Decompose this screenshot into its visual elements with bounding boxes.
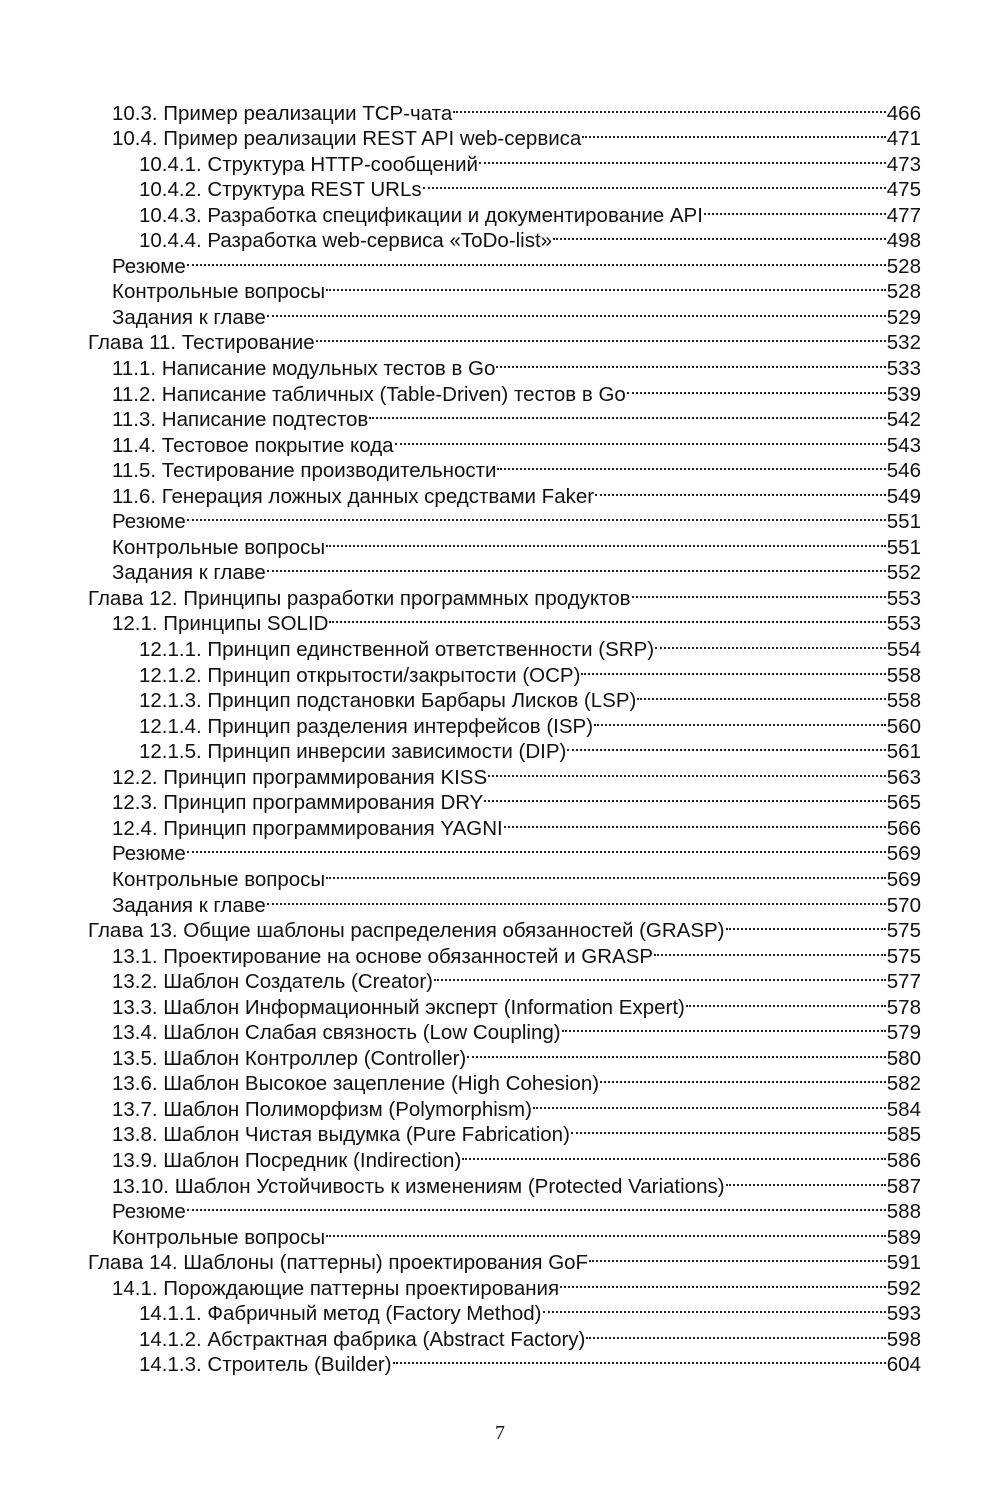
toc-entry-title: 11.4. Тестовое покрытие кода: [112, 433, 394, 457]
dot-leader: [329, 605, 885, 631]
toc-entry-title: 10.4. Пример реализации REST API web-сервиса: [112, 127, 582, 151]
toc-entry-title: 12.1.2. Принцип открытости/закрытости (OCP): [139, 663, 581, 687]
toc-entry-page: 563: [886, 765, 921, 789]
toc-entry-page: 528: [886, 254, 921, 278]
toc-entry-page: 566: [886, 816, 921, 840]
toc-section-entry: [0, 758, 1000, 789]
toc-section-entry: [0, 349, 1000, 381]
toc-entry-title: 12.3. Принцип программирования DRY: [112, 791, 484, 815]
toc-section-entry: [0, 835, 1000, 866]
toc-section-entry: [0, 477, 1000, 508]
dot-leader: [655, 630, 886, 656]
toc-entry-title: 12.2. Принцип программирования KISS: [112, 765, 488, 789]
dot-leader: [594, 707, 886, 733]
toc-section-entry: [0, 1116, 1000, 1147]
toc-section-entry: [0, 1090, 1000, 1121]
toc-entry-page: 549: [886, 484, 921, 508]
page-number: 7: [495, 1422, 505, 1444]
toc-entry-title: Резюме: [112, 1200, 186, 1224]
toc-entry-title: 14.1.3. Строитель (Builder): [139, 1353, 392, 1377]
toc-subsection-entry: [0, 145, 1000, 176]
toc-entry-title: 10.4.3. Разработка спецификации и документирование API: [139, 203, 703, 227]
toc-entry-title: 10.4.1. Структура HTTP-сообщений: [139, 152, 478, 176]
toc-entry-title: 13.8. Шаблон Чистая выдумка (Pure Fabrication): [112, 1123, 570, 1147]
dot-leader: [533, 1090, 886, 1116]
dot-leader: [567, 733, 885, 759]
toc-entry-title: Задания к главе: [112, 561, 266, 585]
dot-leader: [393, 1346, 886, 1372]
dot-leader: [704, 196, 886, 222]
table-of-contents: [0, 94, 1000, 1377]
toc-section-entry: [0, 1141, 1000, 1172]
dot-leader: [488, 758, 886, 784]
toc-section-entry: [0, 860, 1000, 891]
toc-section-entry: [0, 273, 1000, 304]
dot-leader: [267, 886, 886, 912]
dot-leader: [632, 579, 886, 605]
toc-entry-title: 13.6. Шаблон Высокое зацепление (High Cohesion): [112, 1072, 600, 1096]
toc-entry-title: 11.2. Написание табличных (Table-Driven) тестов в Go: [112, 382, 626, 406]
toc-entry-page: 539: [886, 382, 921, 406]
toc-chapter-entry: [0, 912, 1000, 943]
dot-leader: [462, 1141, 886, 1167]
toc-entry-page: 575: [886, 919, 921, 943]
toc-subsection-entry: [0, 1295, 1000, 1326]
toc-entry-page: 551: [886, 535, 921, 559]
dot-leader: [434, 963, 886, 989]
dot-leader: [187, 247, 886, 273]
toc-entry-page: 542: [886, 408, 921, 432]
dot-leader: [267, 554, 886, 580]
toc-section-entry: [0, 426, 1000, 457]
dot-leader: [571, 1116, 886, 1142]
toc-section-entry: [0, 503, 1000, 534]
toc-entry-title: 12.1.3. Принцип подстановки Барбары Лисков (LSP): [139, 689, 637, 713]
toc-entry-page: 589: [886, 1225, 921, 1249]
toc-entry-title: 11.1. Написание модульных тестов в Go: [112, 357, 496, 381]
toc-section-entry: [0, 1193, 1000, 1224]
toc-section-entry: [0, 886, 1000, 917]
toc-entry-page: 586: [886, 1148, 921, 1172]
toc-entry-title: Глава 11. Тестирование: [88, 331, 315, 355]
toc-entry-page: 477: [886, 203, 921, 227]
toc-entry-title: 13.10. Шаблон Устойчивость к изменениям (Protected Variations): [112, 1174, 725, 1198]
toc-subsection-entry: [0, 1346, 1000, 1377]
toc-entry-title: 13.9. Шаблон Посредник (Indirection): [112, 1148, 462, 1172]
toc-entry-title: 11.3. Написание подтестов: [112, 408, 369, 432]
toc-section-entry: [0, 809, 1000, 840]
dot-leader: [484, 784, 885, 810]
dot-leader: [543, 1295, 886, 1321]
toc-subsection-entry: [0, 733, 1000, 764]
toc-entry-page: 553: [886, 586, 921, 610]
toc-entry-title: Контрольные вопросы: [112, 535, 326, 559]
dot-leader: [479, 145, 886, 171]
dot-leader: [600, 1065, 886, 1091]
toc-entry-page: 546: [886, 459, 921, 483]
toc-entry-title: 10.3. Пример реализации TCP-чата: [112, 101, 453, 125]
toc-entry-title: Задания к главе: [112, 305, 266, 329]
toc-entry-title: Контрольные вопросы: [112, 1225, 326, 1249]
toc-entry-page: 591: [886, 1251, 921, 1275]
toc-entry-page: 532: [886, 331, 921, 355]
dot-leader: [369, 401, 885, 427]
toc-entry-title: 11.5. Тестирование производительности: [112, 459, 497, 483]
toc-entry-page: 561: [886, 740, 921, 764]
toc-subsection-entry: [0, 707, 1000, 738]
dot-leader: [504, 809, 886, 835]
toc-entry-page: 565: [886, 791, 921, 815]
toc-entry-page: 533: [886, 357, 921, 381]
toc-entry-page: 604: [886, 1353, 921, 1377]
toc-section-entry: [0, 401, 1000, 432]
toc-entry-page: 585: [886, 1123, 921, 1147]
toc-entry-title: Резюме: [112, 254, 186, 278]
toc-entry-title: 14.1. Порождающие паттерны проектирования: [112, 1276, 560, 1300]
toc-entry-title: 14.1.2. Абстрактная фабрика (Abstract Factory): [139, 1327, 586, 1351]
toc-entry-page: 569: [886, 867, 921, 891]
toc-entry-title: Задания к главе: [112, 893, 266, 917]
toc-entry-title: 12.1.5. Принцип инверсии зависимости (DIP): [139, 740, 567, 764]
toc-section-entry: [0, 1039, 1000, 1070]
toc-entry-page: 466: [886, 101, 921, 125]
dot-leader: [326, 1218, 886, 1244]
toc-entry-page: 473: [886, 152, 921, 176]
dot-leader: [637, 682, 885, 708]
toc-entry-title: 12.1.1. Принцип единственной ответственности (SRP): [139, 638, 655, 662]
toc-entry-page: 498: [886, 229, 921, 253]
toc-entry-page: 543: [886, 433, 921, 457]
toc-entry-page: 569: [886, 842, 921, 866]
toc-subsection-entry: [0, 171, 1000, 202]
dot-leader: [326, 528, 886, 554]
dot-leader: [423, 171, 886, 197]
toc-subsection-entry: [0, 656, 1000, 687]
toc-section-entry: [0, 298, 1000, 329]
toc-entry-title: 12.1. Принципы SOLID: [112, 612, 329, 636]
toc-subsection-entry: [0, 222, 1000, 253]
toc-entry-title: 11.6. Генерация ложных данных средствами Faker: [112, 484, 595, 508]
dot-leader: [187, 503, 886, 529]
toc-entry-page: 551: [886, 510, 921, 534]
toc-section-entry: [0, 988, 1000, 1019]
toc-section-entry: [0, 1167, 1000, 1198]
dot-leader: [589, 1244, 886, 1270]
dot-leader: [496, 349, 885, 375]
toc-section-entry: [0, 1014, 1000, 1045]
toc-entry-title: 13.4. Шаблон Слабая связность (Low Coupling): [112, 1021, 561, 1045]
toc-entry-page: 582: [886, 1072, 921, 1096]
toc-entry-title: 12.1.4. Принцип разделения интерфейсов (ISP): [139, 714, 594, 738]
toc-section-entry: [0, 452, 1000, 483]
toc-entry-page: 584: [886, 1097, 921, 1121]
toc-entry-page: 578: [886, 995, 921, 1019]
toc-entry-title: 13.2. Шаблон Создатель (Creator): [112, 970, 433, 994]
toc-chapter-entry: [0, 1244, 1000, 1275]
dot-leader: [686, 988, 886, 1014]
toc-entry-page: 588: [886, 1200, 921, 1224]
toc-entry-title: Резюме: [112, 842, 186, 866]
toc-entry-title: 13.7. Шаблон Полиморфизм (Polymorphism): [112, 1097, 532, 1121]
dot-leader: [726, 912, 886, 938]
toc-entry-title: Глава 14. Шаблоны (паттерны) проектирования GoF: [88, 1251, 589, 1275]
toc-entry-title: 13.5. Шаблон Контроллер (Controller): [112, 1046, 467, 1070]
dot-leader: [187, 1193, 886, 1219]
dot-leader: [453, 94, 886, 120]
toc-section-entry: [0, 963, 1000, 994]
toc-section-entry: [0, 937, 1000, 968]
toc-entry-title: Резюме: [112, 510, 186, 534]
dot-leader: [326, 273, 886, 299]
dot-leader: [654, 937, 886, 963]
dot-leader: [497, 452, 885, 478]
toc-entry-page: 570: [886, 893, 921, 917]
toc-entry-page: 587: [886, 1174, 921, 1198]
dot-leader: [267, 298, 886, 324]
toc-section-entry: [0, 94, 1000, 125]
toc-entry-page: 560: [886, 714, 921, 738]
toc-section-entry: [0, 554, 1000, 585]
toc-entry-page: 558: [886, 663, 921, 687]
toc-section-entry: [0, 528, 1000, 559]
dot-leader: [581, 656, 885, 682]
toc-entry-page: 592: [886, 1276, 921, 1300]
toc-entry-title: 13.1. Проектирование на основе обязанностей и GRASP: [112, 944, 654, 968]
dot-leader: [560, 1269, 886, 1295]
dot-leader: [187, 835, 886, 861]
toc-entry-title: Контрольные вопросы: [112, 280, 326, 304]
toc-section-entry: [0, 605, 1000, 636]
toc-subsection-entry: [0, 196, 1000, 227]
toc-chapter-entry: [0, 324, 1000, 355]
dot-leader: [316, 324, 886, 350]
dot-leader: [627, 375, 886, 401]
toc-entry-page: 528: [886, 280, 921, 304]
toc-subsection-entry: [0, 1320, 1000, 1351]
dot-leader: [395, 426, 886, 452]
dot-leader: [726, 1167, 886, 1193]
toc-entry-page: 580: [886, 1046, 921, 1070]
toc-entry-page: 579: [886, 1021, 921, 1045]
toc-subsection-entry: [0, 682, 1000, 713]
toc-entry-title: Глава 13. Общие шаблоны распределения обязанностей (GRASP): [88, 919, 725, 943]
toc-section-entry: [0, 120, 1000, 151]
dot-leader: [553, 222, 886, 248]
toc-entry-title: 12.4. Принцип программирования YAGNI: [112, 816, 503, 840]
toc-entry-page: 553: [886, 612, 921, 636]
toc-section-entry: [0, 1218, 1000, 1249]
dot-leader: [586, 1320, 885, 1346]
toc-entry-page: 593: [886, 1302, 921, 1326]
toc-section-entry: [0, 1065, 1000, 1096]
toc-section-entry: [0, 247, 1000, 278]
toc-subsection-entry: [0, 630, 1000, 662]
toc-entry-title: 14.1.1. Фабричный метод (Factory Method): [139, 1302, 542, 1326]
toc-entry-page: 558: [886, 689, 921, 713]
toc-entry-title: Контрольные вопросы: [112, 867, 326, 891]
toc-chapter-entry: [0, 579, 1000, 610]
toc-entry-page: 471: [886, 127, 921, 151]
toc-section-entry: [0, 375, 1000, 406]
toc-entry-title: Глава 12. Принципы разработки программных продуктов: [88, 586, 631, 610]
toc-entry-page: 577: [886, 970, 921, 994]
dot-leader: [326, 860, 886, 886]
toc-section-entry: [0, 784, 1000, 815]
toc-entry-title: 13.3. Шаблон Информационный эксперт (Information Expert): [112, 995, 685, 1019]
toc-entry-page: 554: [886, 638, 921, 662]
dot-leader: [595, 477, 886, 503]
dot-leader: [467, 1039, 886, 1065]
toc-entry-title: 10.4.4. Разработка web-сервиса «ToDo-list»: [139, 229, 553, 253]
toc-entry-page: 552: [886, 561, 921, 585]
toc-entry-title: 10.4.2. Структура REST URLs: [139, 178, 422, 202]
toc-entry-page: 475: [886, 178, 921, 202]
dot-leader: [562, 1014, 886, 1040]
toc-entry-page: 575: [886, 944, 921, 968]
toc-entry-page: 598: [886, 1327, 921, 1351]
dot-leader: [582, 120, 885, 146]
toc-entry-page: 529: [886, 305, 921, 329]
toc-section-entry: [0, 1269, 1000, 1300]
